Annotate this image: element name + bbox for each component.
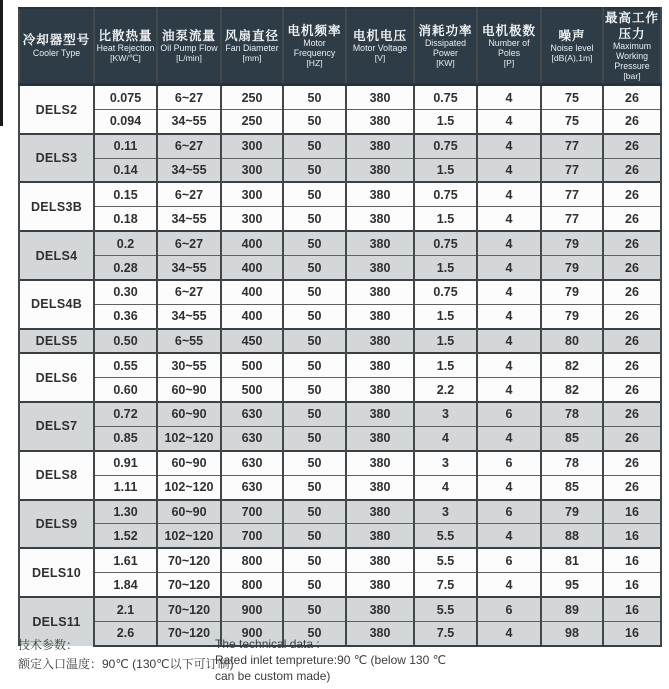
cell-dels4-r1-c6: 380	[346, 231, 414, 255]
table-body	[19, 85, 661, 646]
column-header-zh: 电机频率	[287, 23, 342, 38]
cell-dels3-r2-c9: 77	[541, 158, 603, 182]
cell-dels4-r2-c8: 4	[477, 256, 541, 280]
cell-dels6-r1-c3: 30~55	[157, 353, 221, 377]
cell-dels11-r2-c10: 16	[603, 622, 661, 646]
notes-zh	[18, 636, 234, 673]
notes-en-line2: can be custom made)	[215, 669, 331, 684]
cell-dels10-r2-c6: 380	[346, 573, 414, 597]
cell-dels4b-r2-c3: 34~55	[157, 304, 221, 328]
cell-dels5-r1-c5: 50	[283, 329, 346, 353]
cell-dels6-r1-c8: 4	[477, 353, 541, 377]
table-row-dels4b-2	[19, 304, 661, 328]
cell-dels9-r2-c6: 380	[346, 524, 414, 548]
column-header-zh: 消耗功率	[418, 23, 473, 38]
cell-dels4-r2-c3: 34~55	[157, 256, 221, 280]
cell-dels11-r1-c9: 89	[541, 597, 603, 621]
cell-dels3-r2-c6: 380	[346, 158, 414, 182]
cell-dels2-r1-c2: 0.075	[94, 85, 157, 109]
cell-dels6-r2-c2: 0.60	[94, 378, 157, 402]
table-row-dels10-2	[19, 573, 661, 597]
cell-dels8-r1-c2: 0.91	[94, 451, 157, 475]
cell-dels3b-r2-c9: 77	[541, 207, 603, 231]
cell-dels7-r2-c4: 630	[221, 426, 283, 450]
cell-dels4b-r2-c9: 79	[541, 304, 603, 328]
cell-dels7-r1-c2: 0.72	[94, 402, 157, 426]
cell-dels10-r2-c2: 1.84	[94, 573, 157, 597]
cell-dels10-r1-c6: 380	[346, 548, 414, 572]
table-row-dels5-1	[19, 329, 661, 353]
cell-dels4-r1-c8: 4	[477, 231, 541, 255]
column-header-unit: [V]	[374, 53, 386, 64]
cell-dels3b-r1-c4: 300	[221, 182, 283, 206]
cell-dels9-r1-c7: 3	[414, 500, 477, 524]
cell-dels4-r2-c6: 380	[346, 256, 414, 280]
cell-dels10-r1-c5: 50	[283, 548, 346, 572]
cell-dels10-r2-c10: 16	[603, 573, 661, 597]
cell-dels9-r1-c9: 79	[541, 500, 603, 524]
column-header-en: Fan Diameter	[225, 43, 279, 54]
cell-dels2-r1-c9: 75	[541, 85, 603, 109]
cell-dels5-r1-c10: 26	[603, 329, 661, 353]
cell-dels2-r2-c8: 4	[477, 109, 541, 133]
cell-dels3-r2-c5: 50	[283, 158, 346, 182]
cell-dels3b-r1-c9: 77	[541, 182, 603, 206]
table-row-dels11-1	[19, 597, 661, 621]
cell-dels3b-r2-c10: 26	[603, 207, 661, 231]
cell-dels6-r2-c6: 380	[346, 378, 414, 402]
table-row-dels2-2	[19, 109, 661, 133]
cell-dels3-r1-c5: 50	[283, 134, 346, 158]
cell-dels4-r1-c5: 50	[283, 231, 346, 255]
cell-dels10-r1-c10: 16	[603, 548, 661, 572]
column-header-unit: [KW/℃]	[110, 53, 141, 64]
table-row-dels8-2	[19, 475, 661, 499]
cell-dels11-r1-c8: 6	[477, 597, 541, 621]
cell-dels9-r1-c8: 6	[477, 500, 541, 524]
cell-dels4b-r1-c5: 50	[283, 280, 346, 304]
cell-dels8-r2-c10: 26	[603, 475, 661, 499]
column-header-en: Oil Pump Flow	[160, 43, 218, 54]
cell-dels8-r1-c3: 60~90	[157, 451, 221, 475]
table-row-dels3-1	[19, 134, 661, 158]
column-header-7	[414, 8, 477, 85]
cell-dels10-r2-c8: 4	[477, 573, 541, 597]
table-row-dels2-1	[19, 85, 661, 109]
cell-dels11-r2-c3: 70~120	[157, 622, 221, 646]
cell-dels8-r1-c7: 3	[414, 451, 477, 475]
cell-dels8-r2-c6: 380	[346, 475, 414, 499]
cell-dels2-r2-c10: 26	[603, 109, 661, 133]
column-header-unit: [P]	[503, 58, 515, 69]
cell-dels10-r1-c3: 70~120	[157, 548, 221, 572]
cell-dels9-r2-c7: 5.5	[414, 524, 477, 548]
cell-dels9-r1-c10: 16	[603, 500, 661, 524]
cell-dels8-r1-c10: 26	[603, 451, 661, 475]
cell-dels5-r1-c2: 0.50	[94, 329, 157, 353]
cell-dels11-r2-c6: 380	[346, 622, 414, 646]
column-header-unit: [HZ]	[306, 58, 323, 69]
cell-dels11-r2-c2: 2.6	[94, 622, 157, 646]
cell-dels7-r2-c3: 102~120	[157, 426, 221, 450]
cell-dels11-r1-c10: 16	[603, 597, 661, 621]
row-label-dels9: DELS9	[19, 500, 94, 549]
cell-dels9-r2-c10: 16	[603, 524, 661, 548]
cell-dels10-r1-c7: 5.5	[414, 548, 477, 572]
cell-dels4b-r2-c2: 0.36	[94, 304, 157, 328]
column-header-en: Heat Rejection	[96, 43, 155, 54]
cell-dels3b-r2-c7: 1.5	[414, 207, 477, 231]
cell-dels11-r1-c6: 380	[346, 597, 414, 621]
cell-dels7-r1-c8: 6	[477, 402, 541, 426]
cell-dels3-r2-c3: 34~55	[157, 158, 221, 182]
column-header-zh: 冷却器型号	[22, 33, 91, 48]
table-row-dels3b-2	[19, 207, 661, 231]
cell-dels7-r2-c10: 26	[603, 426, 661, 450]
cell-dels3-r1-c9: 77	[541, 134, 603, 158]
cell-dels8-r1-c6: 380	[346, 451, 414, 475]
cell-dels10-r1-c8: 6	[477, 548, 541, 572]
column-header-zh: 油泵流量	[161, 28, 216, 43]
cell-dels7-r1-c6: 380	[346, 402, 414, 426]
cell-dels4-r2-c2: 0.28	[94, 256, 157, 280]
cell-dels2-r2-c5: 50	[283, 109, 346, 133]
cell-dels6-r1-c2: 0.55	[94, 353, 157, 377]
cell-dels11-r2-c8: 4	[477, 622, 541, 646]
row-label-dels6: DELS6	[19, 353, 94, 402]
table-row-dels3b-1	[19, 182, 661, 206]
table-row-dels7-2	[19, 426, 661, 450]
cell-dels9-r2-c8: 4	[477, 524, 541, 548]
cell-dels8-r2-c8: 4	[477, 475, 541, 499]
cell-dels7-r1-c7: 3	[414, 402, 477, 426]
column-header-9	[541, 8, 603, 85]
table-row-dels7-1	[19, 402, 661, 426]
cell-dels6-r2-c5: 50	[283, 378, 346, 402]
cell-dels3-r2-c10: 26	[603, 158, 661, 182]
cell-dels6-r2-c10: 26	[603, 378, 661, 402]
cell-dels8-r2-c5: 50	[283, 475, 346, 499]
cell-dels7-r2-c9: 85	[541, 426, 603, 450]
cell-dels4b-r1-c9: 79	[541, 280, 603, 304]
cell-dels10-r2-c5: 50	[283, 573, 346, 597]
column-header-6	[346, 8, 414, 85]
cell-dels4b-r1-c2: 0.30	[94, 280, 157, 304]
cell-dels3-r2-c8: 4	[477, 158, 541, 182]
column-header-en: Number of Poles	[488, 38, 530, 59]
cell-dels5-r1-c4: 450	[221, 329, 283, 353]
cell-dels7-r1-c9: 78	[541, 402, 603, 426]
cell-dels3b-r1-c3: 6~27	[157, 182, 221, 206]
cell-dels9-r2-c3: 102~120	[157, 524, 221, 548]
cell-dels9-r1-c2: 1.30	[94, 500, 157, 524]
cell-dels3-r2-c7: 1.5	[414, 158, 477, 182]
cell-dels7-r1-c3: 60~90	[157, 402, 221, 426]
cell-dels11-r2-c4: 900	[221, 622, 283, 646]
column-header-2	[94, 8, 157, 85]
cell-dels4b-r1-c3: 6~27	[157, 280, 221, 304]
cell-dels4-r1-c10: 26	[603, 231, 661, 255]
cell-dels9-r1-c6: 380	[346, 500, 414, 524]
column-header-unit: [mm]	[242, 53, 262, 64]
cell-dels7-r2-c7: 4	[414, 426, 477, 450]
cell-dels3b-r2-c6: 380	[346, 207, 414, 231]
cell-dels5-r1-c7: 1.5	[414, 329, 477, 353]
table-row-dels3-2	[19, 158, 661, 182]
cell-dels6-r1-c10: 26	[603, 353, 661, 377]
cell-dels9-r2-c5: 50	[283, 524, 346, 548]
column-header-unit: [L/min]	[176, 53, 202, 64]
cell-dels11-r2-c9: 98	[541, 622, 603, 646]
cell-dels3b-r2-c8: 4	[477, 207, 541, 231]
row-label-dels10: DELS10	[19, 548, 94, 597]
cell-dels2-r1-c3: 6~27	[157, 85, 221, 109]
cell-dels2-r1-c4: 250	[221, 85, 283, 109]
cell-dels4b-r2-c4: 400	[221, 304, 283, 328]
cell-dels3-r2-c4: 300	[221, 158, 283, 182]
cell-dels4-r2-c10: 26	[603, 256, 661, 280]
cell-dels4-r1-c2: 0.2	[94, 231, 157, 255]
cell-dels11-r1-c3: 70~120	[157, 597, 221, 621]
cell-dels7-r1-c4: 630	[221, 402, 283, 426]
row-label-dels4b: DELS4B	[19, 280, 94, 329]
cell-dels2-r2-c4: 250	[221, 109, 283, 133]
cell-dels4b-r1-c7: 0.75	[414, 280, 477, 304]
cell-dels3b-r2-c4: 300	[221, 207, 283, 231]
table-row-dels4-1	[19, 231, 661, 255]
cell-dels4-r2-c5: 50	[283, 256, 346, 280]
row-label-dels3b: DELS3B	[19, 182, 94, 231]
cell-dels9-r1-c5: 50	[283, 500, 346, 524]
row-label-dels5: DELS5	[19, 329, 94, 353]
column-header-zh: 比散热量	[98, 28, 153, 43]
row-label-dels7: DELS7	[19, 402, 94, 451]
cell-dels5-r1-c3: 6~55	[157, 329, 221, 353]
cell-dels3b-r1-c8: 4	[477, 182, 541, 206]
cell-dels8-r2-c7: 4	[414, 475, 477, 499]
cell-dels9-r1-c4: 700	[221, 500, 283, 524]
column-header-zh: 风扇直径	[224, 28, 279, 43]
cell-dels8-r2-c4: 630	[221, 475, 283, 499]
cell-dels2-r2-c7: 1.5	[414, 109, 477, 133]
cell-dels4b-r2-c10: 26	[603, 304, 661, 328]
cell-dels4-r2-c4: 400	[221, 256, 283, 280]
column-header-8	[477, 8, 541, 85]
cell-dels7-r2-c8: 4	[477, 426, 541, 450]
table-row-dels9-2	[19, 524, 661, 548]
row-label-dels8: DELS8	[19, 451, 94, 500]
cell-dels9-r2-c9: 88	[541, 524, 603, 548]
cell-dels11-r2-c7: 7.5	[414, 622, 477, 646]
notes-en-line1: Rated inlet tempreture:90 ℃ (below 130 ℃	[215, 653, 447, 668]
cell-dels10-r2-c4: 800	[221, 573, 283, 597]
cell-dels6-r2-c9: 82	[541, 378, 603, 402]
column-header-en: Motor Frequency	[293, 38, 336, 59]
cell-dels10-r2-c9: 95	[541, 573, 603, 597]
cell-dels3-r1-c10: 26	[603, 134, 661, 158]
cell-dels6-r1-c4: 500	[221, 353, 283, 377]
cell-dels8-r1-c4: 630	[221, 451, 283, 475]
column-header-en: Noise level	[550, 43, 594, 54]
cell-dels3b-r2-c2: 0.18	[94, 207, 157, 231]
cell-dels3-r1-c4: 300	[221, 134, 283, 158]
column-header-unit: [dB(A),1m]	[551, 53, 593, 64]
cell-dels9-r2-c2: 1.52	[94, 524, 157, 548]
cell-dels4b-r2-c8: 4	[477, 304, 541, 328]
cell-dels10-r1-c4: 800	[221, 548, 283, 572]
notes-en-title: The technical data :	[215, 637, 320, 651]
cell-dels4-r1-c4: 400	[221, 231, 283, 255]
cell-dels9-r2-c4: 700	[221, 524, 283, 548]
column-header-3	[157, 8, 221, 85]
table-row-dels4b-1	[19, 280, 661, 304]
cooler-spec-table	[18, 7, 662, 647]
column-header-zh: 电机极数	[481, 23, 536, 38]
cell-dels8-r1-c9: 78	[541, 451, 603, 475]
row-label-dels3: DELS3	[19, 134, 94, 183]
cooler-spec-table-wrap	[18, 7, 660, 647]
cell-dels4b-r1-c6: 380	[346, 280, 414, 304]
cell-dels5-r1-c9: 80	[541, 329, 603, 353]
table-header	[19, 8, 661, 85]
cell-dels10-r2-c3: 70~120	[157, 573, 221, 597]
cell-dels4-r2-c9: 79	[541, 256, 603, 280]
column-header-1	[19, 8, 94, 85]
cell-dels4-r1-c7: 0.75	[414, 231, 477, 255]
page-edge-mark	[0, 0, 3, 126]
cell-dels10-r1-c2: 1.61	[94, 548, 157, 572]
cell-dels4-r1-c9: 79	[541, 231, 603, 255]
table-row-dels6-1	[19, 353, 661, 377]
cell-dels5-r1-c8: 4	[477, 329, 541, 353]
cell-dels6-r1-c7: 1.5	[414, 353, 477, 377]
column-header-en: Maximum Working Pressure	[612, 41, 652, 71]
cell-dels6-r1-c9: 82	[541, 353, 603, 377]
cell-dels4-r2-c7: 1.5	[414, 256, 477, 280]
cell-dels3b-r1-c10: 26	[603, 182, 661, 206]
cell-dels2-r1-c10: 26	[603, 85, 661, 109]
cell-dels9-r1-c3: 60~90	[157, 500, 221, 524]
column-header-unit: [KW]	[436, 58, 455, 69]
cell-dels7-r1-c10: 26	[603, 402, 661, 426]
cell-dels6-r1-c6: 380	[346, 353, 414, 377]
cell-dels3-r1-c3: 6~27	[157, 134, 221, 158]
cell-dels2-r1-c6: 380	[346, 85, 414, 109]
cell-dels6-r2-c8: 4	[477, 378, 541, 402]
cell-dels3b-r2-c3: 34~55	[157, 207, 221, 231]
column-header-4	[221, 8, 283, 85]
cell-dels3-r2-c2: 0.14	[94, 158, 157, 182]
cell-dels2-r1-c7: 0.75	[414, 85, 477, 109]
cell-dels3-r1-c2: 0.11	[94, 134, 157, 158]
cell-dels11-r1-c2: 2.1	[94, 597, 157, 621]
notes-zh-title: 技术参数：	[18, 638, 79, 652]
column-header-zh: 电机电压	[352, 28, 407, 43]
cell-dels4-r1-c3: 6~27	[157, 231, 221, 255]
column-header-en: Cooler Type	[32, 48, 81, 59]
column-header-unit: [bar]	[623, 70, 641, 81]
cell-dels10-r2-c7: 7.5	[414, 573, 477, 597]
row-label-dels11: DELS11	[19, 597, 94, 646]
cell-dels8-r2-c2: 1.11	[94, 475, 157, 499]
cell-dels3-r1-c7: 0.75	[414, 134, 477, 158]
cell-dels7-r2-c5: 50	[283, 426, 346, 450]
cell-dels2-r1-c5: 50	[283, 85, 346, 109]
table-row-dels9-1	[19, 500, 661, 524]
column-header-zh: 最高工作压力	[605, 11, 660, 41]
cell-dels3-r1-c6: 380	[346, 134, 414, 158]
cell-dels4b-r2-c5: 50	[283, 304, 346, 328]
cell-dels6-r1-c5: 50	[283, 353, 346, 377]
cell-dels2-r2-c3: 34~55	[157, 109, 221, 133]
cell-dels3b-r1-c5: 50	[283, 182, 346, 206]
cell-dels7-r2-c2: 0.85	[94, 426, 157, 450]
row-label-dels2: DELS2	[19, 85, 94, 134]
cell-dels3b-r2-c5: 50	[283, 207, 346, 231]
cell-dels4b-r1-c4: 400	[221, 280, 283, 304]
row-label-dels4: DELS4	[19, 231, 94, 280]
cell-dels10-r1-c9: 81	[541, 548, 603, 572]
cell-dels3-r1-c8: 4	[477, 134, 541, 158]
column-header-zh: 噪声	[558, 28, 586, 43]
cell-dels8-r2-c9: 85	[541, 475, 603, 499]
cell-dels3b-r1-c7: 0.75	[414, 182, 477, 206]
cell-dels4b-r2-c6: 380	[346, 304, 414, 328]
cell-dels6-r2-c4: 500	[221, 378, 283, 402]
cell-dels2-r1-c8: 4	[477, 85, 541, 109]
cell-dels6-r2-c3: 60~90	[157, 378, 221, 402]
cell-dels2-r2-c6: 380	[346, 109, 414, 133]
cell-dels8-r1-c5: 50	[283, 451, 346, 475]
cell-dels8-r1-c8: 6	[477, 451, 541, 475]
cell-dels3b-r1-c6: 380	[346, 182, 414, 206]
column-header-en: Dissipated Power	[424, 38, 467, 59]
table-row-dels4-2	[19, 256, 661, 280]
cell-dels7-r2-c6: 380	[346, 426, 414, 450]
cell-dels11-r1-c4: 900	[221, 597, 283, 621]
cell-dels5-r1-c6: 380	[346, 329, 414, 353]
column-header-en: Motor Voltage	[352, 43, 408, 54]
cell-dels4b-r1-c10: 26	[603, 280, 661, 304]
cell-dels6-r2-c7: 2.2	[414, 378, 477, 402]
cell-dels11-r1-c5: 50	[283, 597, 346, 621]
table-row-dels10-1	[19, 548, 661, 572]
cell-dels11-r1-c7: 5.5	[414, 597, 477, 621]
header-row	[19, 8, 661, 85]
cell-dels3b-r1-c2: 0.15	[94, 182, 157, 206]
cell-dels7-r1-c5: 50	[283, 402, 346, 426]
cell-dels4b-r2-c7: 1.5	[414, 304, 477, 328]
cell-dels11-r2-c5: 50	[283, 622, 346, 646]
table-row-dels8-1	[19, 451, 661, 475]
column-header-10	[603, 8, 661, 85]
cell-dels2-r2-c9: 75	[541, 109, 603, 133]
table-row-dels6-2	[19, 378, 661, 402]
cell-dels2-r2-c2: 0.094	[94, 109, 157, 133]
notes-en	[215, 636, 455, 685]
cell-dels4b-r1-c8: 4	[477, 280, 541, 304]
cell-dels8-r2-c3: 102~120	[157, 475, 221, 499]
column-header-5	[283, 8, 346, 85]
notes-zh-line: 额定入口温度：90℃ (130℃以下可订制)	[18, 656, 234, 671]
